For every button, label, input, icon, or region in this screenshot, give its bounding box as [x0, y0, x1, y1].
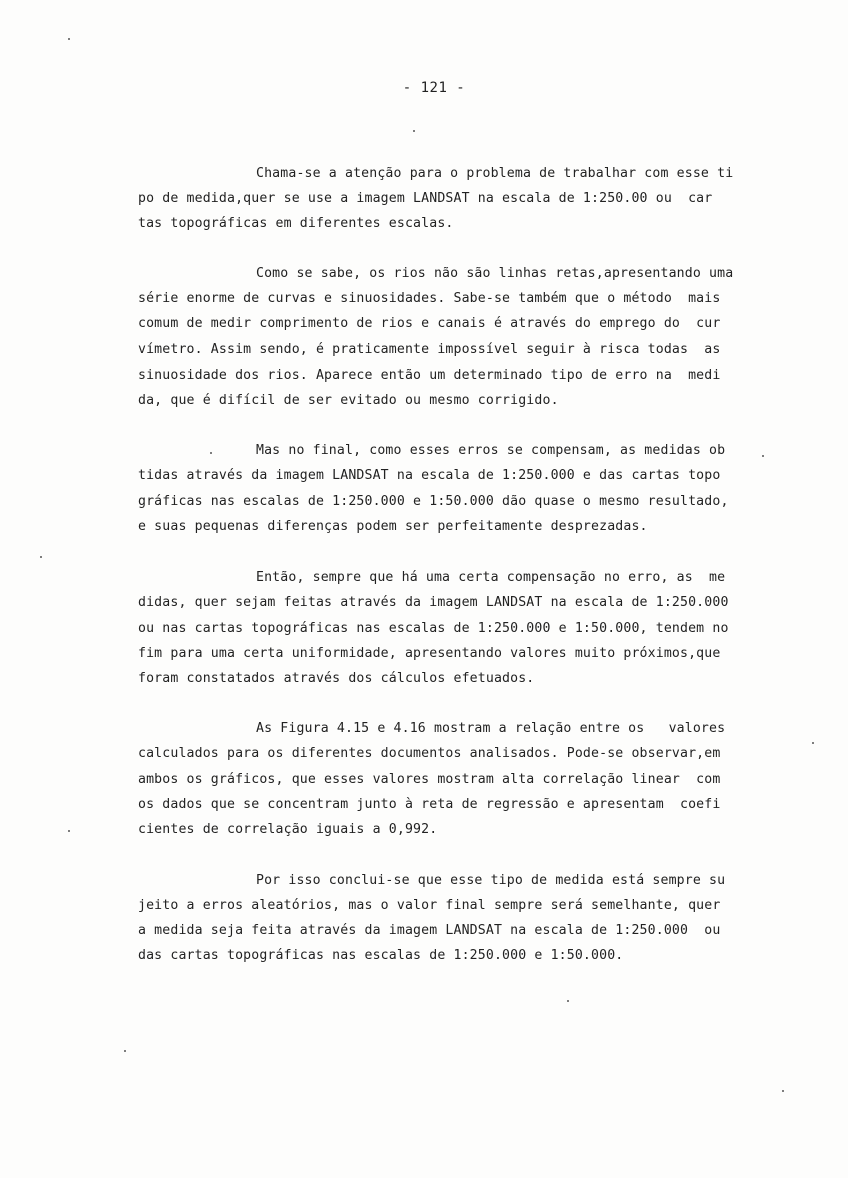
paragraph-2-line-5: sinuosidade dos rios. Aparece então um determinado tipo de erro na medi: [138, 368, 721, 383]
paragraph-1-line-1: Chama-se a atenção para o problema de trabalhar com esse ti: [256, 166, 734, 181]
paragraph-2-line-6: da, que é difícil de ser evitado ou mesmo corrigido.: [138, 393, 559, 408]
paragraph-5-line-5: cientes de correlação iguais a 0,992.: [138, 822, 438, 837]
paragraph-6-line-4: das cartas topográficas nas escalas de 1:250.000 e 1:50.000.: [138, 948, 624, 963]
paragraph-4-line-5: foram constatados através dos cálculos efetuados.: [138, 671, 535, 686]
scan-speck: [413, 130, 415, 132]
paragraph-4-line-2: didas, quer sejam feitas através da imagem LANDSAT na escala de 1:250.000: [138, 595, 729, 610]
scan-speck: [68, 38, 70, 40]
scan-speck: [210, 452, 212, 454]
paragraph-4-line-3: ou nas cartas topográficas nas escalas de 1:250.000 e 1:50.000, tendem no: [138, 621, 729, 636]
paragraph-1-line-3: tas topográficas em diferentes escalas.: [138, 216, 454, 231]
paragraph-3-line-2: tidas através da imagem LANDSAT na escala de 1:250.000 e das cartas topo: [138, 468, 721, 483]
scan-speck: [40, 556, 42, 558]
scan-speck: [567, 1000, 569, 1002]
paragraph-3-line-4: e suas pequenas diferenças podem ser perfeitamente desprezadas.: [138, 519, 648, 534]
paragraph-2-line-4: vímetro. Assim sendo, é praticamente impossível seguir à risca todas as: [138, 342, 721, 357]
paragraph-1-line-2: po de medida,quer se use a imagem LANDSAT na escala de 1:250.00 ou car: [138, 191, 713, 206]
paragraph-5-line-4: os dados que se concentram junto à reta de regressão e apresentam coefi: [138, 797, 721, 812]
scan-speck: [124, 1050, 126, 1052]
page-number: - 121 -: [402, 80, 466, 96]
paragraph-3-line-1: Mas no final, como esses erros se compensam, as medidas ob: [256, 443, 726, 458]
paragraph-2-line-1: Como se sabe, os rios não são linhas retas,apresentando uma: [256, 266, 734, 281]
scan-speck: [68, 830, 70, 832]
paragraph-2-line-3: comum de medir comprimento de rios e canais é através do emprego do cur: [138, 316, 721, 331]
paragraph-4-line-4: fim para uma certa uniformidade, apresentando valores muito próximos,que: [138, 646, 721, 661]
paragraph-5-line-3: ambos os gráficos, que esses valores mostram alta correlação linear com: [138, 772, 721, 787]
paragraph-5-line-1: As Figura 4.15 e 4.16 mostram a relação entre os valores: [256, 721, 726, 736]
paragraph-2-line-2: série enorme de curvas e sinuosidades. Sabe-se também que o método mais: [138, 291, 721, 306]
paragraph-6-line-1: Por isso conclui-se que esse tipo de medida está sempre su: [256, 873, 726, 888]
paragraph-4-line-1: Então, sempre que há uma certa compensação no erro, as me: [256, 570, 726, 585]
paragraph-6-line-3: a medida seja feita através da imagem LANDSAT na escala de 1:250.000 ou: [138, 923, 721, 938]
scan-speck: [782, 1090, 784, 1092]
paragraph-5-line-2: calculados para os diferentes documentos analisados. Pode-se observar,em: [138, 746, 721, 761]
scan-speck: [812, 742, 814, 744]
paragraph-6-line-2: jeito a erros aleatórios, mas o valor final sempre será semelhante, quer: [138, 898, 721, 913]
paragraph-3-line-3: gráficas nas escalas de 1:250.000 e 1:50.000 dão quase o mesmo resultado,: [138, 494, 729, 509]
scan-speck: [762, 455, 764, 457]
